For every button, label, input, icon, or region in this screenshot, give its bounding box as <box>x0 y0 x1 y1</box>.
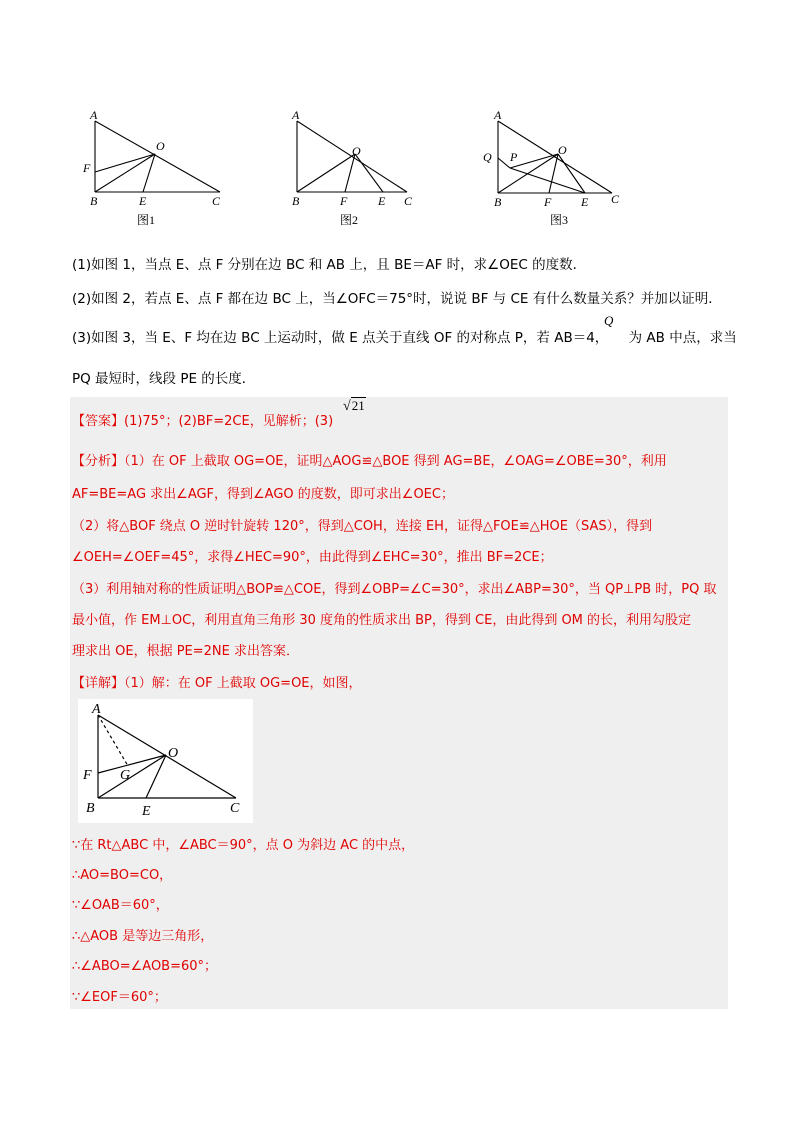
label-c: C <box>404 194 413 208</box>
figure-1-diagram <box>80 108 240 233</box>
label-c: C <box>611 192 620 206</box>
step-6: ∵∠EOF＝60°； <box>72 990 167 1005</box>
label-e: E <box>581 195 589 209</box>
detail-figure-diagram <box>78 699 253 823</box>
label-q: Q <box>483 150 492 164</box>
question-3-part-a: (3)如图 3，当 E、F 均在边 BC 上运动时，做 E 点关于直线 OF 的对称点 P，若 AB＝4， <box>72 330 609 346</box>
question-3-line-1 <box>72 329 737 347</box>
analysis-line-3: （2）将△BOF 绕点 O 逆时针旋转 120°，得到△COH，连接 EH，证得△FOE≌△HOE（SAS），得到 <box>72 519 653 534</box>
label-c: C <box>230 801 240 816</box>
question-3-q-label: Q <box>604 313 614 328</box>
label-a: A <box>494 108 502 122</box>
label-o: O <box>156 139 165 153</box>
label-o: O <box>352 144 361 158</box>
label-o: O <box>168 746 179 761</box>
analysis-line-6: 最小值，作 EM⊥OC，利用直角三角形 30 度角的性质求出 BP，得到 CE，由此得到 OM 的长，利用勾股定 <box>72 613 692 628</box>
question-3-line-2: PQ 最短时，线段 PE 的长度． <box>72 371 256 387</box>
step-3: ∵∠OAB＝60°， <box>72 898 169 913</box>
step-4: ∴△AOB 是等边三角形， <box>72 929 214 944</box>
label-o: O <box>558 143 567 157</box>
label-b: B <box>494 195 502 209</box>
answer-sqrt-radicand: 21 <box>351 398 365 413</box>
question-2: (2)如图 2，若点 E、点 F 都在边 BC 上，当∠OFC＝75°时，说说 BF 与 CE 有什么数量关系？并加以证明． <box>72 291 722 307</box>
question-3-part-b: 为 AB 中点，求当 <box>628 330 737 346</box>
answer-line <box>72 413 333 431</box>
analysis-line-1: 【分析】（1）在 OF 上截取 OG=OE，证明△AOG≌△BOE 得到 AG=BE，∠OAG=∠OBE=30°，利用 <box>72 454 667 469</box>
label-a: A <box>292 108 300 122</box>
figure-2-diagram <box>282 108 442 233</box>
answer-sqrt: √21 <box>343 398 365 414</box>
analysis-line-5: （3）利用轴对称的性质证明△BOP≌△COE，得到∠OBP=∠C=30°，求出∠ABP=30°，当 QP⊥PB 时，PQ 取 <box>72 582 717 597</box>
label-f: F <box>83 768 92 783</box>
analysis-line-2: AF=BE=AG 求出∠AGF，得到∠AGO 的度数，即可求出∠OEC； <box>72 487 454 502</box>
detail-figure <box>78 699 253 823</box>
step-2: ∴AO=BO=CO， <box>72 868 173 883</box>
figure-1-caption: 图1 <box>137 213 156 227</box>
label-b: B <box>86 801 95 816</box>
label-b: B <box>90 194 98 208</box>
analysis-line-7: 理求出 OE，根据 PE=2NE 求出答案． <box>72 644 299 659</box>
label-c: C <box>212 194 221 208</box>
label-a: A <box>92 702 101 717</box>
question-1: (1)如图 1，当点 E、点 F 分别在边 BC 和 AB 上，且 BE＝AF 时，求∠OEC 的度数． <box>72 257 587 273</box>
label-e: E <box>378 194 386 208</box>
label-e: E <box>139 194 147 208</box>
figure-3-diagram <box>480 108 640 233</box>
figure-3-caption: 图3 <box>550 213 569 227</box>
label-b: B <box>292 194 300 208</box>
label-f: F <box>544 195 552 209</box>
label-e: E <box>142 804 151 819</box>
figure-1 <box>80 108 240 237</box>
analysis-line-4: ∠OEH=∠OEF=45°，求得∠HEC=90°，由此得到∠EHC=30°，推出 BF=2CE； <box>72 550 553 565</box>
label-g: G <box>120 768 131 783</box>
figure-3 <box>480 108 640 237</box>
figure-2 <box>282 108 442 237</box>
label-f: F <box>83 161 91 175</box>
label-f: F <box>340 194 348 208</box>
detail-intro: 【详解】（1）解：在 OF 上截取 OG=OE，如图， <box>72 676 362 691</box>
label-a: A <box>90 108 98 122</box>
answer-text: 【答案】(1)75°；(2)BF=2CE，见解析；(3) <box>72 414 334 429</box>
figure-2-caption: 图2 <box>340 213 359 227</box>
label-p: P <box>510 150 518 164</box>
step-5: ∴∠ABO=∠AOB=60°； <box>72 959 218 974</box>
step-1: ∵在 Rt△ABC 中，∠ABC＝90°，点 O 为斜边 AC 的中点， <box>72 838 415 853</box>
